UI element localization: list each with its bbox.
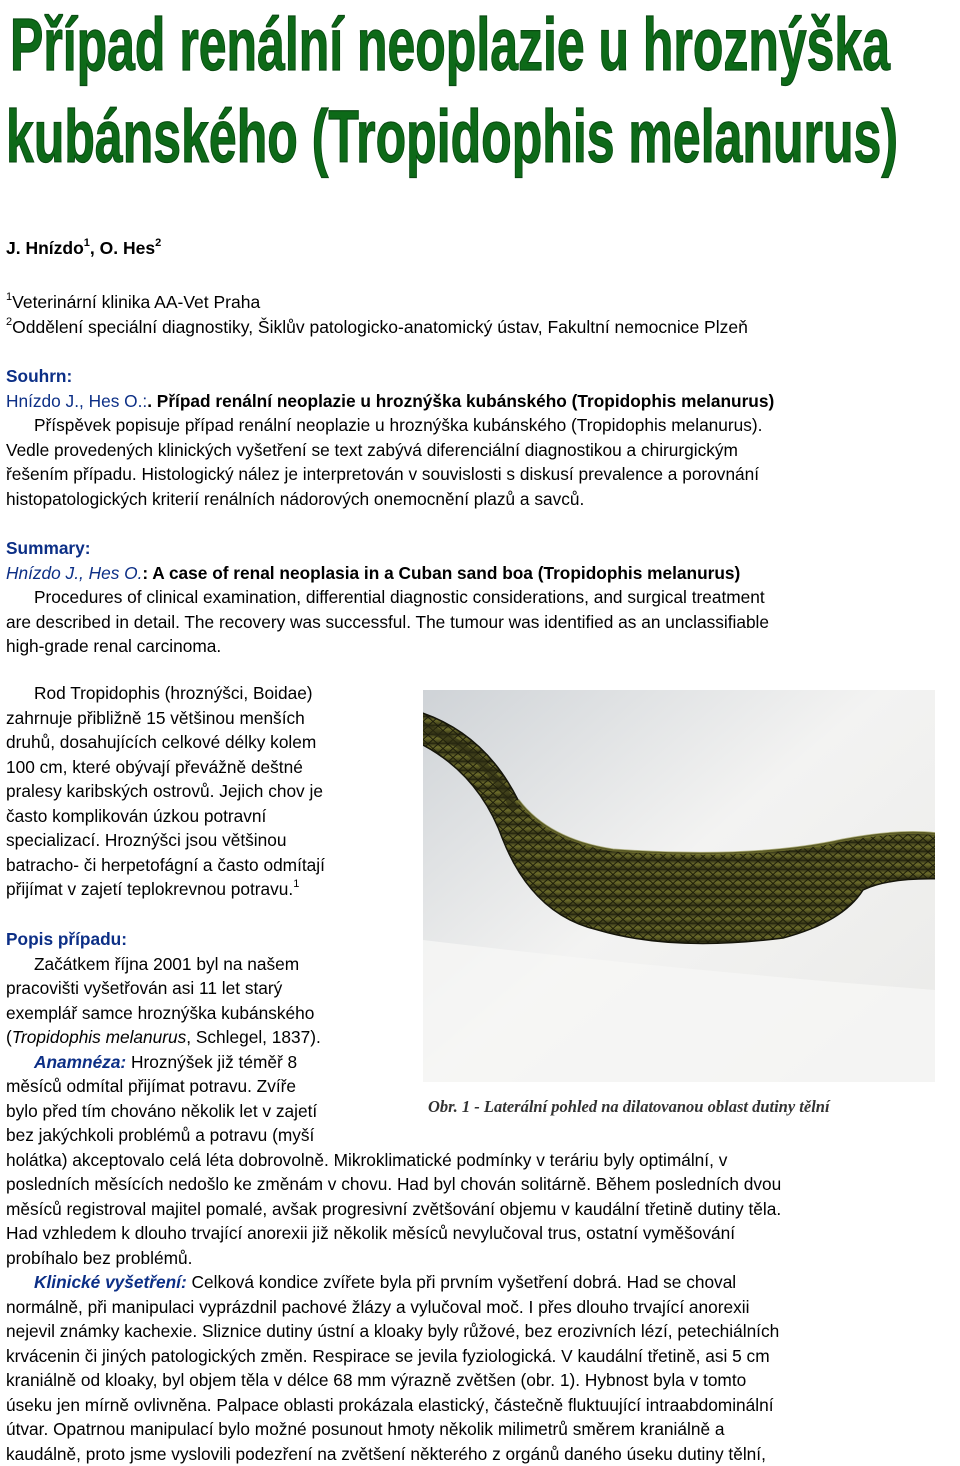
anamneza-line: bez jakýchkoli problémů a potravu (myší — [6, 1123, 951, 1148]
klinicke-line — [6, 1270, 951, 1295]
anamneza-line: měsíců registroval majitel pomalé, avšak progresivní zvětšování objemu v kaudální třetině dutiny těla. — [6, 1197, 951, 1222]
anamneza-line — [6, 1050, 951, 1075]
anamneza-line: měsíců odmítal přijímat potravu. Zvíře — [6, 1074, 951, 1099]
title-line-2: kubánského (Tropidophis melanurus) — [6, 95, 898, 178]
anamneza-text: Hroznýšek již téměř 8 — [126, 1052, 297, 1072]
klinicke-line: nejevil známky kachexie. Sliznice dutiny ústní a kloaky byly růžové, bez erozivních lézí, petechiálních — [6, 1319, 951, 1344]
case-line: exemplář samce hroznýška kubánského — [6, 1001, 951, 1026]
affiliation-2 — [6, 315, 748, 340]
souhrn-citation-title: . Případ renální neoplazie u hroznýška kubánského (Tropidophis melanurus) — [147, 391, 774, 411]
affiliation-1 — [6, 290, 748, 315]
case-line — [6, 1025, 951, 1050]
intro-line: 100 cm, které obývají převážně deštné — [6, 755, 406, 780]
anamneza-label: Anamnéza: — [34, 1052, 126, 1072]
anamneza-line: Had vzhledem k dlouho trvající anorexii již několik měsíců nevylučoval trus, ostatní vyměšování — [6, 1221, 951, 1246]
affiliation-2-text: Oddělení speciální diagnostiky, Šiklův patologicko-anatomický ústav, Fakultní nemocnice Plzeň — [12, 317, 748, 337]
klinicke-line: úseku jen mírně ovlivněna. Palpace oblasti prokázala elastický, částečně fluktuující intraabdominální — [6, 1393, 951, 1418]
intro-line: zahrnuje přibližně 15 většinou menších — [6, 706, 406, 731]
title-line-1: Případ renální neoplazie u hroznýška — [10, 3, 891, 86]
summary-line: are described in detail. The recovery was successful. The tumour was identified as an unclassifiable — [6, 610, 951, 635]
souhrn-line: histopatologických kriterií renálních nádorových onemocnění plazů a savců. — [6, 487, 951, 512]
klinicke-line: kaudálně, proto jsme vyslovili podezření na zvětšení některého z orgánů daného úseku dutiny tělní, — [6, 1442, 951, 1466]
case-species-author: , Schlegel, 1837). — [186, 1027, 321, 1047]
species-name: Tropidophis melanurus — [12, 1027, 187, 1047]
case-paren: ( — [6, 1027, 12, 1047]
case-line: Začátkem října 2001 byl na našem — [6, 952, 951, 977]
summary-citation-authors: Hnízdo J., Hes O. — [6, 563, 142, 583]
case-heading: Popis případu: — [6, 927, 951, 952]
intro-line-text: přijímat v zajetí teplokrevnou potravu. — [6, 879, 293, 899]
souhrn-line: Vedle provedených klinických vyšetření se text zabývá diferenciální diagnostikou a chirurgickým — [6, 438, 951, 463]
klinicke-line: kraniálně od kloaky, byl objem těla v délce 68 mm výrazně zvětšen (obr. 1). Hybnost byla v tomto — [6, 1368, 951, 1393]
intro-line: pralesy karibských ostrovů. Jejich chov je — [6, 779, 406, 804]
anamneza-line: holátka) akceptovalo celá léta dobrovolně. Mikroklimatické podmínky v teráriu byly optimální, v — [6, 1148, 951, 1173]
author-1: J. Hnízdo — [6, 238, 84, 258]
klinicke-text: Celková kondice zvířete byla při prvním vyšetření dobrá. Had se choval — [187, 1272, 736, 1292]
summary-citation-title: : A case of renal neoplasia in a Cuban sand boa (Tropidophis melanurus) — [142, 563, 740, 583]
intro-line: batracho- či herpetofágní a často odmítají — [6, 853, 406, 878]
summary-line: Procedures of clinical examination, differential diagnostic considerations, and surgical treatment — [6, 585, 951, 610]
souhrn-citation-authors: Hnízdo J., Hes O.: — [6, 391, 147, 411]
souhrn-citation — [6, 389, 951, 414]
souhrn-line: řešením případu. Histologický nález je interpretován v souvislosti s diskusí prevalence a porovnání — [6, 462, 951, 487]
anamneza-line: bylo před tím chováno několik let v zajetí — [6, 1099, 951, 1124]
affiliations — [6, 290, 748, 339]
author-1-affiliation-mark: 1 — [84, 237, 90, 249]
intro-paragraph — [6, 681, 406, 902]
souhrn-section — [6, 364, 951, 511]
klinicke-line: normálně, při manipulaci vyprázdnil pachové žlázy a vylučoval moč. I přes dlouho trvající anorexii — [6, 1295, 951, 1320]
case-line: pracovišti vyšetřován asi 11 let starý — [6, 976, 951, 1001]
affiliation-2-mark: 2 — [6, 316, 12, 328]
author-2: , O. Hes — [90, 238, 155, 258]
reference-mark: 1 — [293, 878, 299, 890]
anamneza-line: posledních měsících nedošlo ke změnám v chovu. Had byl chován solitárně. Během posledních dvou — [6, 1172, 951, 1197]
summary-line: high-grade renal carcinoma. — [6, 634, 951, 659]
souhrn-heading: Souhrn: — [6, 364, 951, 389]
document-title — [0, 0, 960, 200]
anamneza-line: probíhalo bez problémů. — [6, 1246, 951, 1271]
klinicke-line: útvar. Opatrnou manipulací bylo možné posunout hmoty několik milimetrů směrem kraniálně a — [6, 1417, 951, 1442]
summary-heading: Summary: — [6, 536, 951, 561]
klinicke-line: krvácenin či jiných patologických změn. Respirace se jevila fyziologická. V kaudální třetině, asi 5 cm — [6, 1344, 951, 1369]
affiliation-1-text: Veterinární klinika AA-Vet Praha — [12, 292, 260, 312]
souhrn-line: Příspěvek popisuje případ renální neoplazie u hroznýška kubánského (Tropidophis melanurus). — [6, 413, 951, 438]
intro-line: specializací. Hroznýšci jsou většinou — [6, 828, 406, 853]
authors — [6, 236, 161, 261]
figure-caption: Obr. 1 - Laterální pohled na dilatovanou oblast dutiny tělní — [428, 1097, 830, 1117]
affiliation-1-mark: 1 — [6, 291, 12, 303]
author-2-affiliation-mark: 2 — [155, 237, 161, 249]
intro-line: druhů, dosahujících celkové délky kolem — [6, 730, 406, 755]
summary-citation — [6, 561, 951, 586]
case-section — [6, 927, 951, 1466]
intro-line — [6, 877, 406, 902]
intro-line: často komplikován úzkou potravní — [6, 804, 406, 829]
klinicke-label: Klinické vyšetření: — [34, 1272, 187, 1292]
summary-section — [6, 536, 951, 659]
intro-line: Rod Tropidophis (hroznýšci, Boidae) — [6, 681, 406, 706]
